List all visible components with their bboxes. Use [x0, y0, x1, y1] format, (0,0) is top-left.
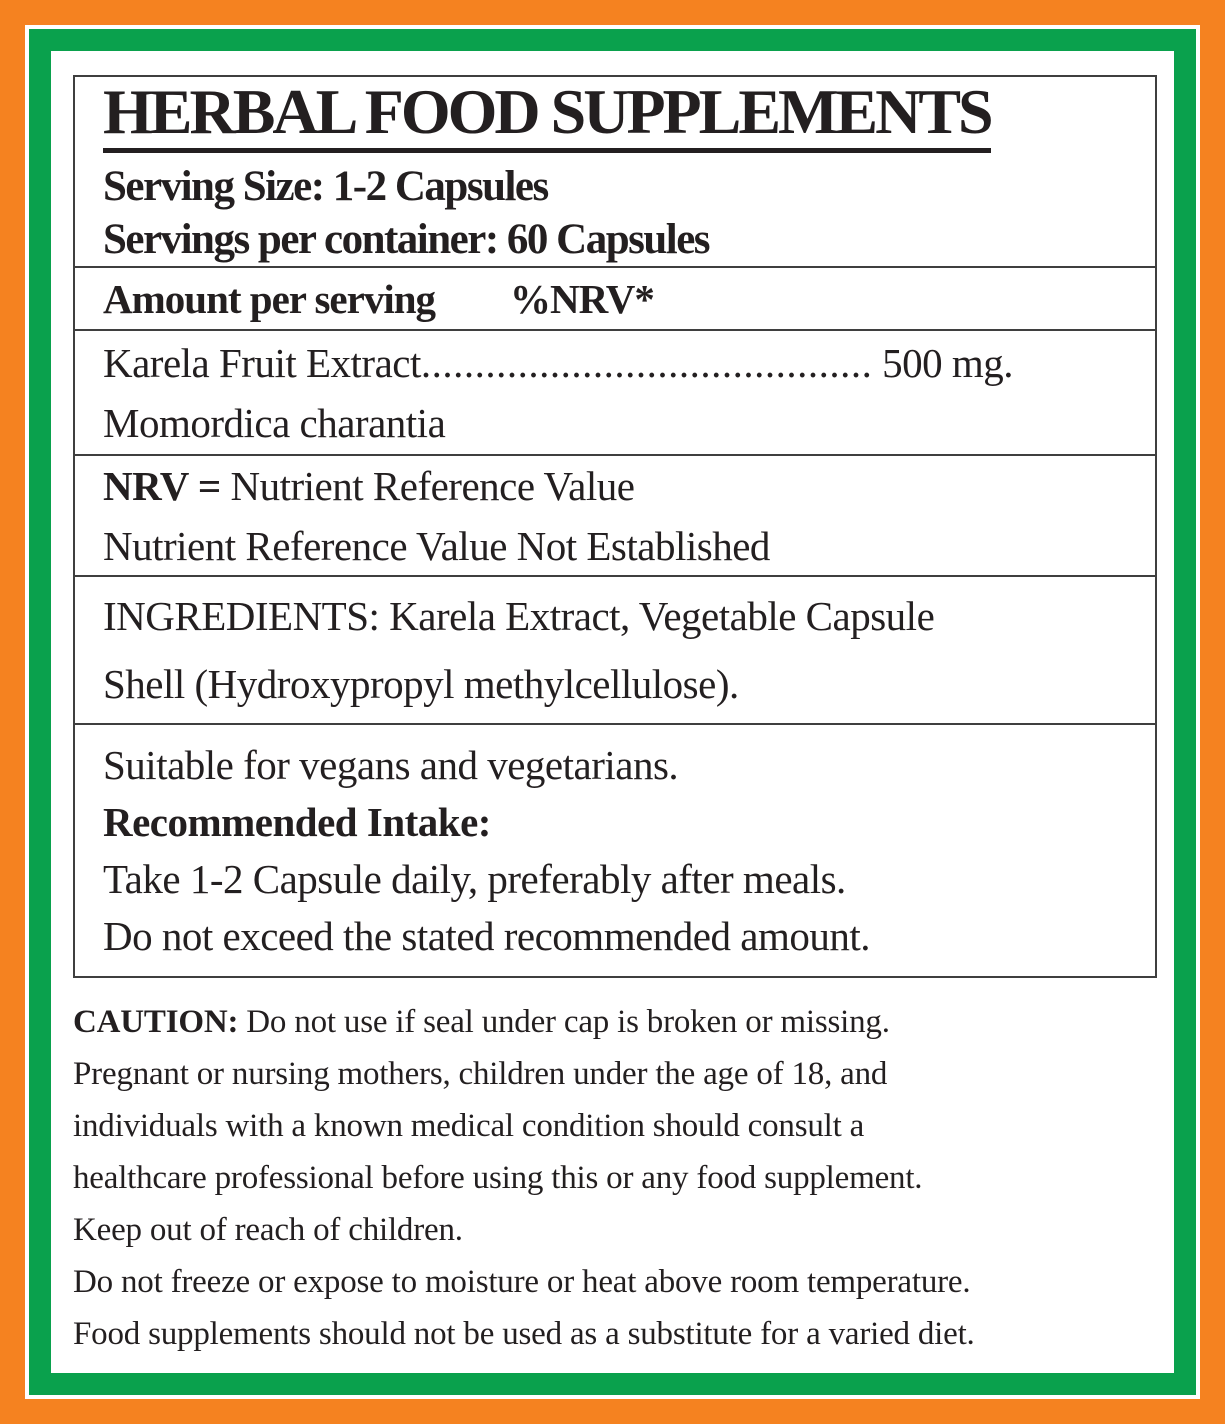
- leader-dots: ..........................................: [420, 339, 873, 386]
- caution-block: [73, 996, 1157, 1360]
- caution-line-2: Pregnant or nursing mothers, children under the age of 18, and: [73, 1056, 888, 1092]
- nrv-definition-line: [103, 456, 1137, 516]
- caution-line-7: Food supplements should not be used as a substitute for a varied diet.: [73, 1316, 975, 1352]
- do-not-exceed-line: Do not exceed the stated recommended amount.: [103, 912, 870, 959]
- column-header-row: [75, 266, 1155, 329]
- caution-line-3: individuals with a known medical condition should consult a: [73, 1108, 865, 1144]
- nrv-column-header: %NRV*: [510, 275, 654, 322]
- column-header-line: [103, 275, 1137, 323]
- usage-row: [75, 723, 1155, 976]
- caution-line-1-rest: Do not use if seal under cap is broken or missing.: [238, 1004, 890, 1040]
- supplement-facts-table: [73, 75, 1157, 978]
- nrv-definition-rest: Nutrient Reference Value: [220, 462, 635, 509]
- amount-per-serving-header: Amount per serving: [103, 275, 436, 322]
- nrv-not-established-line: Nutrient Reference Value Not Established: [103, 522, 770, 569]
- recommended-intake-heading: Recommended Intake:: [103, 798, 491, 845]
- suitable-line: Suitable for vegans and vegetarians.: [103, 741, 679, 788]
- header-row: [75, 77, 1155, 266]
- ingredients-list-row: [75, 575, 1155, 723]
- ingredient-amount: 500 mg.: [872, 339, 1014, 386]
- servings-per-container-line: Servings per container: 60 Capsules: [103, 216, 710, 264]
- ingredient-amount-row: [75, 329, 1155, 454]
- label-content: [51, 51, 1174, 1373]
- caution-line-1: [73, 996, 1157, 1048]
- ingredients-line-2: Shell (Hydroxypropyl methylcellulose).: [103, 661, 739, 707]
- ingredients-line-1: INGREDIENTS: Karela Extract, Vegetable Capsule: [103, 593, 935, 639]
- nrv-note-row: [75, 454, 1155, 575]
- take-line: Take 1-2 Capsule daily, preferably after meals.: [103, 855, 846, 902]
- ingredient-name: Karela Fruit Extract: [103, 339, 421, 386]
- caution-line-6: Do not freeze or expose to moisture or heat above room temperature.: [73, 1264, 971, 1300]
- page-title: HERBAL FOOD SUPPLEMENTS: [103, 79, 991, 154]
- nrv-abbrev: NRV =: [103, 462, 221, 509]
- ingredient-amount-line: [103, 333, 1137, 393]
- green-border-frame: [29, 29, 1196, 1395]
- serving-size-line: Serving Size: 1-2 Capsules: [103, 163, 548, 211]
- caution-line-5: Keep out of reach of children.: [73, 1212, 463, 1248]
- caution-label: CAUTION:: [73, 1004, 239, 1040]
- caution-line-4: healthcare professional before using this or any food supplement.: [73, 1160, 923, 1196]
- white-gap-frame: [25, 25, 1200, 1399]
- ingredient-latin-name: Momordica charantia: [103, 399, 446, 446]
